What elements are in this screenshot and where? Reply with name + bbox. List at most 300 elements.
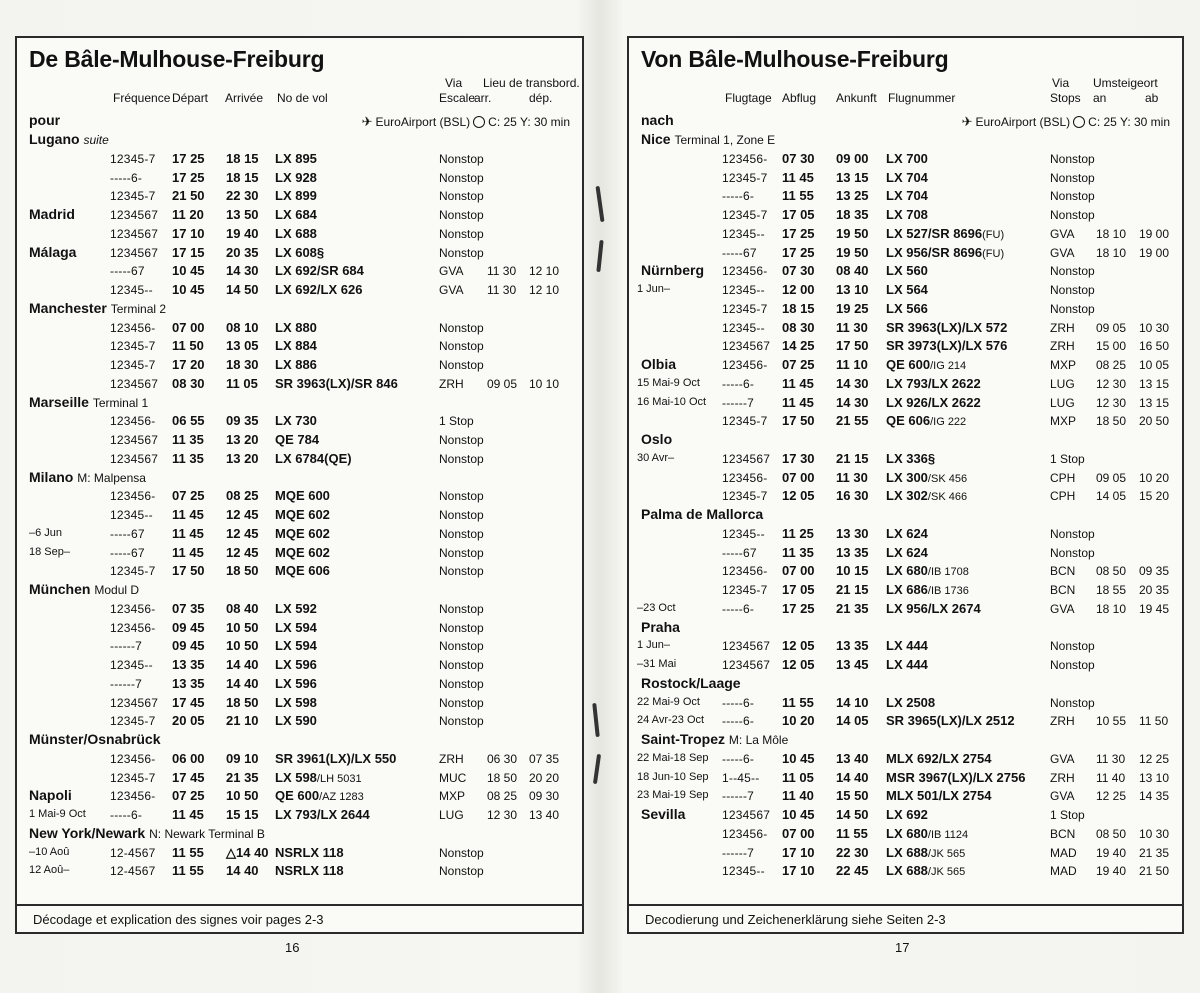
city-label: Lugano [29,131,80,147]
flight-number: LX 688 [275,225,317,241]
via-stops: Nonstop [439,226,484,241]
flight-number: SR 3965(LX)/LX 2512 [886,713,1015,729]
arrival-time: 14 30 [836,394,869,410]
transfer-arrival: 08 50 [1096,826,1127,841]
departure-time: 11 55 [782,694,814,710]
header-transfer-dep: ab [1145,91,1159,105]
flight-number: MSR 3967(LX)/LX 2756 [886,769,1026,785]
flight-row [629,562,1182,581]
transfer-arrival: 18 10 [1096,226,1127,241]
city-label: Münster/Osnabrück [29,731,161,747]
flight-number: LX 598/LH 5031 [275,769,362,785]
flight-row [629,600,1182,619]
city-name [29,300,166,316]
flight-number: QE 784 [275,432,320,447]
via-stops: ZRH [439,376,464,391]
flight-row [629,225,1182,244]
flight-number: LX 300/SK 456 [886,469,968,485]
via-stops: Nonstop [1050,264,1095,279]
city-label: Málaga [29,243,77,260]
departure-time: 13 35 [172,657,205,672]
arrival-time: 14 40 [226,863,259,879]
city-row [17,244,582,263]
departure-time: 07 00 [782,563,815,579]
flight-number: LX 598 [275,694,317,710]
departure-time: 17 20 [172,357,205,372]
city-name [29,394,148,410]
flight-row [629,319,1182,338]
city-name [29,731,160,747]
flight-number: LX 704 [886,188,928,204]
flight-row [17,656,582,675]
departure-time: 11 50 [172,338,204,354]
frequency: 12-4567 [110,845,156,860]
arrival-time: 21 15 [836,582,869,597]
transfer-arrival: 12 30 [1096,395,1127,410]
via-stops: GVA [1050,245,1075,260]
checkin-time: C: 25 Y: 30 min [488,115,570,129]
transfer-departure: 20 20 [529,770,560,785]
transfer-arrival: 11 30 [1096,751,1126,766]
via-stops: CPH [1050,470,1076,485]
frequency: ------7 [722,395,755,410]
transfer-departure: 19 00 [1139,245,1170,260]
departure-time: 17 50 [782,413,815,429]
via-stops: MXP [1050,358,1077,372]
codeshare-number: /IB 1736 [927,585,969,597]
flight-number: SR 3963(LX)/SR 846 [275,375,398,391]
arrival-time: 10 15 [836,563,869,579]
left-page [15,36,584,934]
via-stops: Nonstop [1050,639,1095,654]
flight-row [17,431,582,450]
departure-time: 17 25 [782,225,815,241]
city-label: Nürnberg [641,262,704,279]
transfer-arrival: 09 05 [1096,470,1127,485]
flight-number: LX 680/IB 1124 [886,825,969,841]
city-label: New York/Newark [29,824,146,841]
flight-number: SR 3963(LX)/LX 572 [886,319,1008,335]
arrival-time: 16 30 [836,488,869,504]
flight-number: LX 688/JK 565 [886,863,966,879]
arrival-time: 13 05 [226,338,259,354]
flight-row [629,544,1182,563]
transfer-arrival: 11 30 [487,264,517,279]
arrival-time: 13 20 [226,432,259,447]
validity-note: 1 Mai-9 Oct [29,808,86,820]
arrival-time: 14 40 [226,657,259,672]
via-stops: Nonstop [439,339,484,354]
departure-time: 10 45 [172,263,205,279]
flight-number: LX 624 [886,544,928,560]
via-stops: MXP [439,789,466,804]
flight-row [629,581,1182,600]
city-label: Palma de Mallorca [641,506,764,522]
via-stops: GVA [1050,789,1075,804]
page-title: Von Bâle-Mulhouse-Freiburg [641,46,949,72]
validity-note: 30 Avr– [637,451,675,464]
city-name [641,506,763,522]
via-stops: Nonstop [1050,526,1095,541]
header-transfer: Lieu de transbord. [483,76,580,90]
city-row [17,731,582,750]
flight-number: LX 708 [886,207,928,222]
via-stops: LUG [439,808,464,822]
via-stops: 1 Stop [1050,451,1085,466]
city-name [29,787,72,803]
city-row [629,431,1182,450]
city-name [29,469,146,485]
flight-number: QE 600/IG 214 [886,357,967,372]
timetable-rows [17,131,582,881]
via-stops: Nonstop [1050,695,1095,710]
validity-note: –31 Mai [637,658,677,670]
city-subtitle: N: Newark Terminal B [149,826,265,841]
transfer-arrival: 19 40 [1096,845,1127,860]
frequency: 1234567 [110,245,159,260]
departure-time: 11 45 [782,169,814,185]
flight-number: LX 560 [886,263,928,279]
transfer-arrival: 08 25 [487,789,518,804]
city-row [629,262,1182,281]
city-row [17,825,582,844]
header-arrival: Arrivée [225,91,264,105]
validity-note: –10 Aoû [29,845,70,858]
flight-number: LX 880 [275,319,317,335]
frequency: 123456- [722,564,768,579]
flight-number: LX 730 [275,413,317,429]
flight-row [17,619,582,638]
transfer-arrival: 09 05 [1096,320,1127,335]
header-arrival: Ankunft [836,91,877,105]
transfer-arrival: 14 05 [1096,489,1127,504]
via-stops: Nonstop [439,620,484,635]
flight-number: LX 686/IB 1736 [886,582,969,597]
transfer-departure: 09 35 [1139,564,1170,579]
flight-row [629,337,1182,356]
flight-row [629,244,1182,263]
city-label: Saint-Tropez [641,731,726,747]
flight-row [17,506,582,525]
flight-row [17,675,582,694]
arrival-time: 21 35 [836,600,869,616]
via-stops: ZRH [1050,320,1075,335]
arrival-time: 11 55 [836,825,868,841]
transfer-arrival: 10 55 [1096,714,1127,729]
frequency: 1234567 [722,808,771,822]
flight-row [629,394,1182,413]
arrival-time: 22 30 [836,844,869,860]
arrival-time: 22 45 [836,863,869,879]
departure-time: 17 25 [782,600,815,616]
header-departure: Départ [172,91,209,105]
destination-header: pour [29,112,61,128]
city-label: Rostock/Laage [641,674,741,691]
flight-row [629,769,1182,788]
city-label: Oslo [641,431,673,447]
transfer-departure: 13 15 [1139,376,1170,391]
airport-name: EuroAirport (BSL) [375,115,471,129]
arrival-time: 09 00 [836,150,869,166]
frequency: 1234567 [110,451,159,466]
flight-number: LX 899 [275,188,317,204]
page-title: De Bâle-Mulhouse-Freiburg [29,46,325,72]
city-name [29,206,75,222]
plane-icon: ✈ [361,114,373,129]
transfer-arrival: 18 55 [1096,583,1127,597]
city-name [29,825,265,841]
checkin-time: C: 25 Y: 30 min [1088,115,1170,129]
flight-number: MLX 501/LX 2754 [886,788,992,804]
departure-time: 17 05 [782,582,815,597]
departure-time: 21 50 [172,188,205,204]
arrival-time: 13 40 [836,750,869,766]
arrival-time: 21 35 [226,769,259,785]
flight-number: LX 596 [275,657,317,672]
flight-row [17,525,582,544]
city-row [17,469,582,488]
arrival-time: 18 30 [226,357,259,372]
arrival-time: 13 35 [836,544,869,560]
frequency: 123456- [722,151,768,166]
validity-note: 18 Jun-10 Sep [637,770,709,783]
frequency: ------7 [110,639,143,654]
flight-row [629,300,1182,319]
flight-number: LX 692/SR 684 [275,263,364,279]
frequency: -----67 [110,526,145,541]
departure-time: 11 45 [172,544,204,560]
arrival-time: 11 05 [226,375,258,391]
right-page [627,36,1184,934]
arrival-time: 20 35 [226,244,259,260]
flight-number: SR 3961(LX)/LX 550 [275,750,397,766]
transfer-departure: 12 25 [1139,751,1170,766]
codeshare-number: /AZ 1283 [319,791,364,804]
arrival-time: 21 10 [226,713,259,729]
codeshare-number: /IB 1708 [927,566,969,579]
staple-mark [596,186,605,222]
flight-number: LX 336§ [886,450,936,466]
flight-number: LX 684 [275,207,317,222]
codeshare-number: /LH 5031 [316,772,362,785]
flight-number: QE 606/IG 222 [886,413,967,429]
departure-time: 10 20 [782,713,815,729]
flight-row [17,319,582,338]
header-via-top: Via [1052,76,1070,90]
airport-name: EuroAirport (BSL) [975,115,1071,129]
flight-number: LX 704 [886,169,928,185]
frequency: 12345-7 [110,564,156,579]
via-stops: Nonstop [1050,301,1095,316]
departure-time: 12 05 [782,638,815,654]
transfer-arrival: 08 25 [1096,358,1127,372]
header-flight-number: Flugnummer [888,91,956,105]
transfer-arrival: 19 40 [1096,864,1127,879]
arrival-time: 08 25 [226,488,259,504]
frequency: 1234567 [110,695,159,710]
city-row [629,131,1182,150]
validity-note: 12 Aoû– [29,864,70,877]
arrival-time: 12 45 [226,544,259,560]
via-stops: Nonstop [439,208,484,222]
city-subtitle: Modul D [94,583,140,597]
departure-time: 12 00 [782,282,815,297]
frequency: ------7 [722,845,755,860]
footer-note: Décodage et explication des signes voir pages 2-3 [33,912,324,927]
flight-row [629,750,1182,769]
flight-number: MQE 602 [275,507,330,522]
departure-time: 11 40 [782,788,814,804]
departure-time: 17 05 [782,207,815,222]
arrival-time: 18 35 [836,207,869,222]
via-stops: Nonstop [439,451,484,466]
frequency: 123456- [722,826,768,841]
transfer-departure: 16 50 [1139,339,1170,354]
frequency: 12345-- [722,526,765,541]
flight-number: SR 3973(LX)/LX 576 [886,338,1008,354]
flight-row [629,712,1182,731]
transfer-departure: 15 20 [1139,489,1170,504]
city-label: Manchester [29,299,107,316]
departure-time: 12 05 [782,657,815,672]
departure-time: 17 30 [782,450,815,466]
via-stops: MAD [1050,864,1077,879]
city-label: Sevilla [641,806,686,822]
plane-icon: ✈ [961,114,973,129]
departure-time: 08 30 [782,319,815,335]
frequency: 123456- [722,358,768,372]
codeshare-number: (FU) [982,247,1005,260]
flight-row [629,525,1182,544]
header-transfer-arr: arr. [474,91,492,105]
timetable-rows [629,131,1182,881]
flight-row [17,844,582,863]
departure-time: 17 25 [172,150,205,166]
city-name [641,431,672,447]
departure-time: 07 00 [782,825,815,841]
city-name [641,356,676,372]
frequency: 123456- [722,264,768,279]
city-row [17,394,582,413]
via-stops: BCN [1050,583,1076,597]
departure-time: 17 25 [782,244,815,260]
transfer-departure: 20 50 [1139,414,1170,429]
flight-row [17,375,582,394]
city-label: Marseille [29,393,89,410]
header-transfer: Umsteigeort [1093,76,1158,90]
departure-time: 07 00 [172,319,205,335]
flight-row [17,262,582,281]
departure-time: 11 35 [782,544,814,560]
flight-number: MQE 602 [275,544,330,560]
flight-number: LX 302/SK 466 [886,488,968,504]
city-subtitle: Terminal 1, Zone E [674,133,776,147]
flight-number: LX 564 [886,282,928,297]
transfer-departure: 13 10 [1139,770,1170,785]
transfer-arrival: 08 50 [1096,564,1127,579]
frequency: -----67 [110,545,145,560]
via-stops: Nonstop [439,695,484,710]
validity-note: 24 Avr-23 Oct [637,714,705,727]
frequency: -----6- [110,170,143,185]
departure-time: 07 25 [172,788,205,804]
departure-time: 17 10 [172,225,205,241]
frequency: -----6- [110,808,143,822]
header-via-top: Via [445,76,463,90]
departure-time: 17 10 [782,863,815,879]
flight-number: NSRLX 118 [275,863,344,879]
frequency: 123456- [110,601,156,616]
departure-time: 18 15 [782,300,815,316]
codeshare-number: /IG 222 [930,416,967,429]
transfer-departure: 10 20 [1139,470,1170,485]
arrival-time: 14 30 [226,263,259,279]
frequency: -----6- [722,751,755,766]
arrival-time: 22 30 [226,188,259,204]
flight-number: LX 956/LX 2674 [886,600,981,616]
via-stops: Nonstop [1050,189,1095,204]
codeshare-number: /JK 565 [927,866,966,879]
via-stops: Nonstop [439,845,484,860]
city-label: München [29,581,91,597]
city-row [629,675,1182,694]
arrival-time: 11 30 [836,319,868,335]
arrival-time: 14 10 [836,694,869,710]
transfer-departure: 10 10 [529,376,560,391]
arrival-time: 18 15 [226,169,259,185]
frequency: 1234567 [722,639,771,654]
frequency: 12345-7 [110,339,156,354]
codeshare-number: /JK 565 [927,847,966,860]
departure-time: 09 45 [172,638,205,654]
city-label: Olbia [641,356,677,372]
via-stops: Nonstop [439,601,484,616]
departure-time: 11 05 [782,769,814,785]
frequency: 123456- [110,620,156,635]
validity-note: 15 Mai-9 Oct [637,376,700,389]
arrival-time: 13 15 [836,169,869,185]
arrival-time: 10 50 [226,619,259,635]
codeshare-number: (FU) [982,228,1005,241]
arrival-time: 19 40 [226,225,259,241]
flight-number: LX 594 [275,619,317,635]
flight-row [629,469,1182,488]
via-stops: MAD [1050,845,1077,860]
arrival-time: 21 55 [836,413,869,429]
departure-time: 17 45 [172,694,205,710]
header-via-bottom: Stops [1050,91,1081,105]
city-label: Milano [29,468,74,485]
via-stops: BCN [1050,564,1076,579]
flight-number: MLX 692/LX 2754 [886,750,992,766]
staple-mark [596,240,603,272]
flight-row [17,712,582,731]
frequency: -----6- [722,695,755,710]
transfer-arrival: 12 25 [1096,789,1127,804]
transfer-departure: 13 40 [529,808,560,822]
transfer-departure: 10 30 [1139,320,1170,335]
flight-number: MQE 600 [275,488,330,504]
codeshare-number: /IG 214 [930,360,967,372]
arrival-time: 10 50 [226,788,259,804]
flight-number: LX 700 [886,150,928,166]
via-stops: Nonstop [439,489,484,504]
departure-time: 11 35 [172,432,204,447]
frequency: 12345-7 [110,189,156,204]
transfer-departure: 09 30 [529,789,560,804]
flight-number: LX 884 [275,338,317,354]
frequency: ------7 [722,789,755,804]
